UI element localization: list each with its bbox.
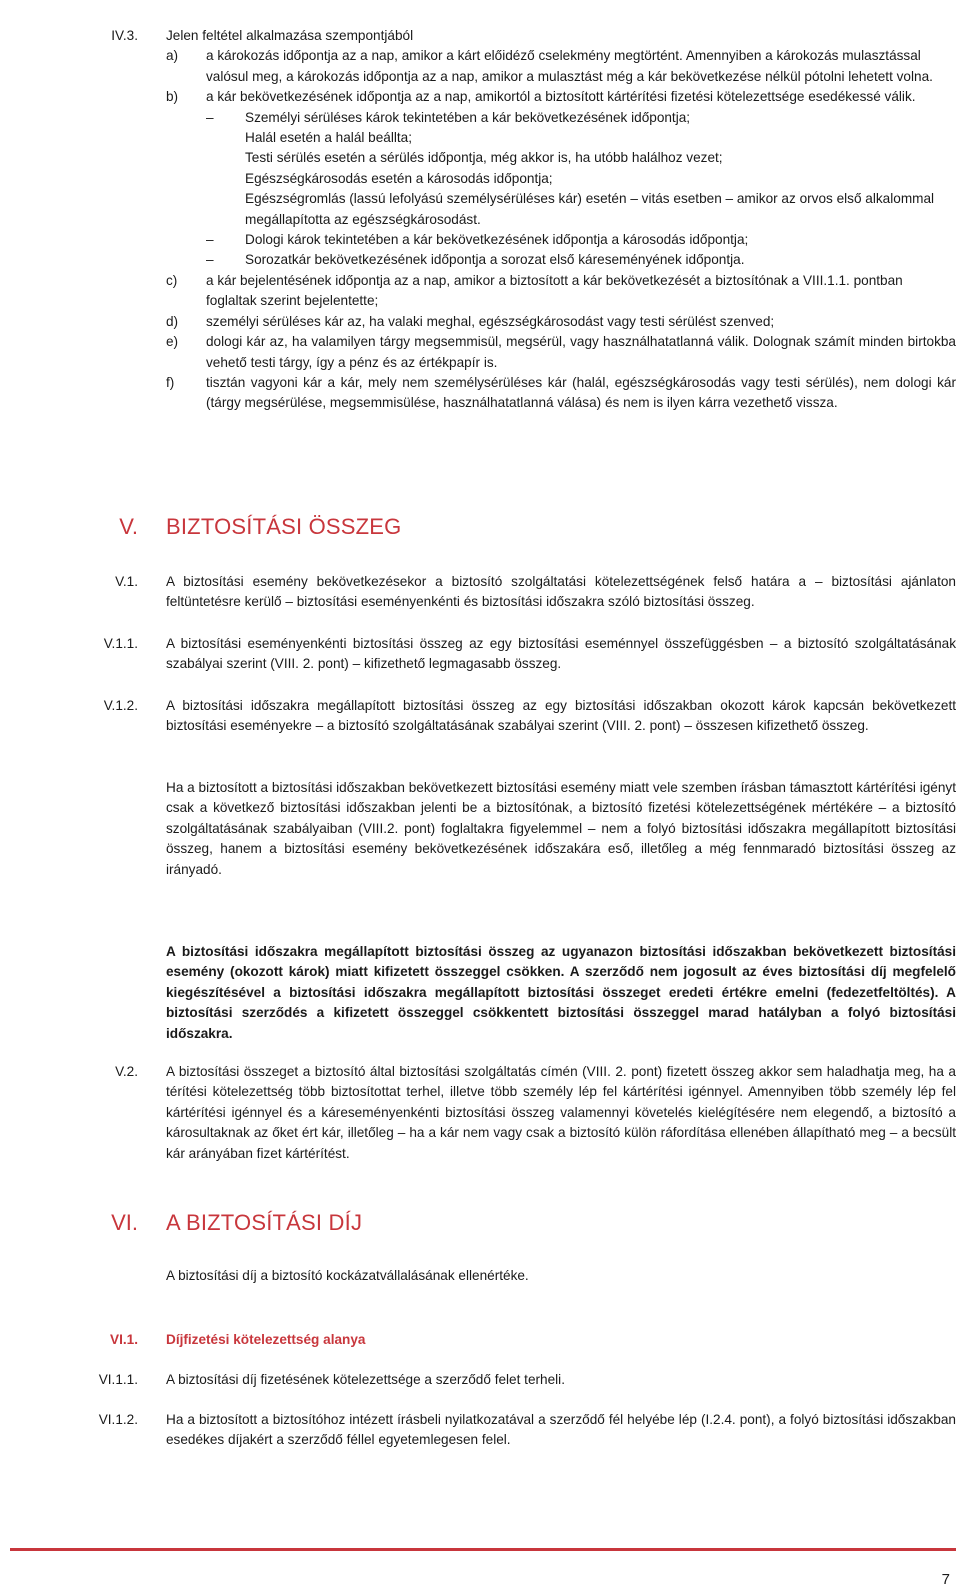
clause-text: A biztosítási összeget a biztosító által biztosítási szolgáltatás címén (VIII. 2. pont) fizetett összeg akkor sem haladhatja meg, ha a térítési kötelezettség több biztosítottat terhel, illetve több személy lép fel kártérítési igénnyel. Amennyiben több személy lép fel kártérítési igénnyel és a káreseményenkénti biztosítási összeg valamennyi követelés kielégítésére nem elegendő, a biztosító a károsultaknak az őket ért kár, illetőleg – ha a kár nem vagy csak a biztosító külön ráfordítása ellenében állapítható meg – a becsült kár arányában fizet kártérítést.: [166, 1064, 956, 1161]
clause-iv3-body: [166, 26, 956, 414]
dash-line: Személyi sérüléses károk tekintetében a kár bekövetkezésének időpontja;: [245, 109, 691, 125]
dash-item-property: [166, 230, 956, 250]
subsection-title: Díjfizetési kötelezettség alanya: [166, 1332, 366, 1347]
dash-line: Sorozatkár bekövetkezésének időpontja a sorozat első káreseményének időpontja.: [245, 252, 745, 268]
clause-number: V.1.1.: [103, 636, 138, 651]
clause-intro: Jelen feltétel alkalmazása szempontjából: [166, 28, 414, 43]
subsection-number: VI.1.: [110, 1332, 138, 1347]
list-marker: b): [166, 89, 179, 105]
dash-item-personal: [166, 108, 956, 230]
dash-line: Egészségromlás (lassú lefolyású személysérüléses kár) esetén – vitás esetben – amikor az orvos első alkalommal megállapította az egészségkárosodást.: [245, 191, 935, 227]
list-marker: e): [166, 334, 179, 350]
section-title: A BIZTOSÍTÁSI DÍJ: [166, 1210, 363, 1235]
dash-item-serial: [166, 250, 956, 270]
list-item-b: [166, 87, 956, 107]
clause-number: V.1.: [115, 574, 138, 589]
footer-rule: [10, 1548, 956, 1551]
section-title: BIZTOSÍTÁSI ÖSSZEG: [166, 514, 402, 539]
list-marker: f): [166, 374, 175, 390]
dash-line: Dologi károk tekintetében a kár bekövetkezésének időpontja a károsodás időpontja;: [245, 232, 749, 248]
list-marker: c): [166, 272, 178, 288]
list-marker: a): [166, 48, 179, 64]
list-marker: d): [166, 313, 179, 329]
clause-number: VI.1.1.: [98, 1372, 138, 1387]
dash-line: Egészségkárosodás esetén a károsodás időpontja;: [245, 170, 553, 186]
list-item-text: a károkozás időpontja az a nap, amikor a kárt előidéző cselekmény megtörtént. Amennyiben a károkozás mulasztással valósul meg, a károkozás időpontja az a nap, amikor a mulasztást még a kár bekövetkezése nélkül pótolni lehetett volna.: [206, 48, 933, 84]
clause-number: V.2.: [115, 1064, 138, 1079]
section-number: V.: [119, 514, 138, 539]
section-intro: A biztosítási díj a biztosító kockázatvállalásának ellenértéke.: [166, 1268, 529, 1283]
list-item-f: [166, 373, 956, 414]
list-item-d: [166, 312, 956, 332]
list-item-a: [166, 46, 956, 87]
section-number: VI.: [111, 1210, 138, 1235]
dash-line: Testi sérülés esetén a sérülés időpontja, még akkor is, ha utóbb halálhoz vezet;: [245, 150, 723, 166]
list-item-text: személyi sérüléses kár az, ha valaki meghal, egészségkárosodást vagy testi sérülést szenved;: [206, 313, 775, 329]
clause-number: V.1.2.: [103, 698, 138, 713]
clause-text: A biztosítási eseményenkénti biztosítási összeg az egy biztosítási eseménnyel összefüggésben – a biztosító szolgáltatásának szabályai szerint (VIII. 2. pont) – kifizethető legmagasabb összeg.: [166, 636, 956, 672]
clause-text: A biztosítási díj fizetésének kötelezettsége a szerződő felet terheli.: [166, 1372, 565, 1387]
list-item-text: tisztán vagyoni kár a kár, mely nem személysérüléses kár (halál, egészségkárosodás vagy testi sérülés), nem dologi kár (tárgy megsérülése, megsemmisülése, használhatatlanná válása) és nem is ilyen kárra vezethető vissza.: [206, 374, 956, 411]
dash-line: Halál esetén a halál beállta;: [245, 130, 413, 146]
list-item-text: a kár bekövetkezésének időpontja az a nap, amikortól a biztosított kártérítési fizetési kötelezettsége esedékessé válik.: [206, 89, 916, 105]
dash-marker: –: [206, 252, 214, 268]
list-item-text: dologi kár az, ha valamilyen tárgy megsemmisül, megsérül, vagy használhatatlanná válik. Dolognak számít minden birtokba vehető testi tárgy, így a pénz és az értékpapír is.: [206, 334, 956, 370]
clause-text: Ha a biztosított a biztosítóhoz intézett írásbeli nyilatkozatával a szerződő fél helyébe lép (I.2.4. pont), a folyó biztosítási időszakban esedékes díjakért a szerződő féllel egyetemlegesen felel.: [166, 1412, 956, 1448]
clause-text: A biztosítási esemény bekövetkezésekor a biztosító szolgáltatási kötelezettségének felső határa a – biztosítási ajánlaton feltüntetésre kerülő – biztosítási eseményenkénti és biztosítási időszakra szóló biztosítási összeg.: [166, 574, 956, 610]
list-item-e: [166, 332, 956, 373]
dash-marker: –: [206, 232, 214, 248]
list-item-c: [166, 271, 956, 312]
page-number: 7: [941, 1571, 950, 1588]
dash-marker: –: [206, 109, 214, 125]
clause-text: A biztosítási időszakra megállapított biztosítási összeg az egy biztosítási időszakban okozott károk kapcsán bekövetkezett biztosítási eseményekre – a biztosító szolgáltatásának szabályai szerint (VIII. 2. pont) – összesen kifizethető összeg.: [166, 698, 956, 734]
clause-number: VI.1.2.: [98, 1412, 138, 1427]
clause-paragraph: Ha a biztosított a biztosítási időszakban bekövetkezett biztosítási esemény miatt vele szemben írásban támasztott kártérítési igényt csak a következő biztosítási időszakban jelenti be a biztosítónak, a biztosító fizetési kötelezettségének mértékére – a biztosító szolgáltatásának szabályaiban (VIII.2. pont) foglaltakra figyelemmel – nem a folyó biztosítási időszakra megállapított biztosítási összeg, hanem a biztosítási esemény bekövetkezésének időszakára eső, illetőleg a még fennmaradó biztosítási összeg az irányadó.: [166, 780, 956, 877]
bold-paragraph: A biztosítási időszakra megállapított biztosítási összeg az ugyanazon biztosítási időszakban bekövetkezett biztosítási esemény (okozott károk) miatt kifizetett összeggel csökken. A szerződő nem jogosult az éves biztosítási díj megfelelő kiegészítésével a biztosítási időszakra megállapított biztosítási összeget eredeti értékre emelni (fedezetfeltöltés). A biztosítási szerződés a kifizetett összeggel csökkentett biztosítási összeggel marad hatályban a folyó biztosítási időszakra.: [166, 944, 956, 1041]
clause-number: IV.3.: [111, 28, 138, 43]
list-item-text: a kár bejelentésének időpontja az a nap, amikor a biztosított a kár bekövetkezését a biztosítónak a VIII.1.1. pontban foglaltak szerint bejelentette;: [206, 272, 903, 309]
